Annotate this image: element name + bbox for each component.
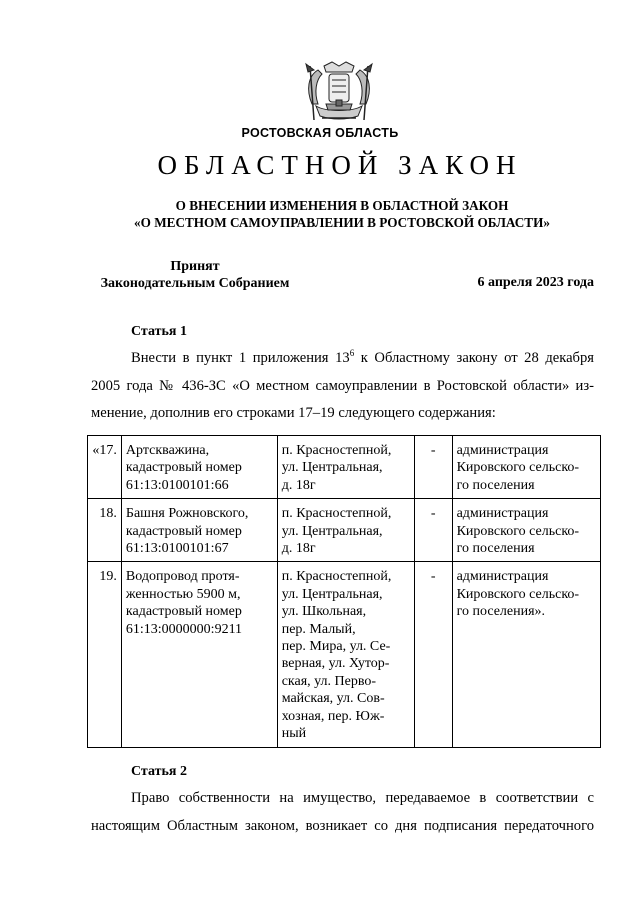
organization-cell: администрация Кировского сельско- го поселения». — [452, 562, 600, 747]
text-line: настоящим Областным законом, возникает со дня подписания передаточного — [91, 817, 594, 834]
dash-cell: - — [414, 436, 452, 499]
address-cell: п. Красностепной, ул. Центральная, д. 18г — [277, 436, 414, 499]
coat-of-arms-emblem — [296, 60, 382, 126]
row-number: 19. — [88, 562, 122, 747]
article-2-text — [91, 785, 594, 840]
object-cell: Артскважина, кадастровый номер 61:13:0100101:66 — [121, 436, 277, 499]
dash-cell: - — [414, 562, 452, 747]
law-title: ОБЛАСТНОЙ ЗАКОН — [157, 150, 523, 180]
property-table — [87, 435, 601, 748]
row-number: 18. — [88, 499, 122, 562]
adopted-date: 6 апреля 2023 года — [477, 275, 594, 290]
organization-cell: администрация Кировского сельско- го поселения — [452, 499, 600, 562]
text-line: Право собственности на имущество, передаваемое в соответствии с — [131, 790, 594, 806]
law-subtitle — [0, 197, 640, 231]
object-cell: Башня Рожновского, кадастровый номер 61:13:0100101:67 — [121, 499, 277, 562]
organization-cell: администрация Кировского сельско- го поселения — [452, 436, 600, 499]
region-name: РОСТОВСКАЯ ОБЛАСТЬ — [241, 126, 399, 140]
adopted-block — [92, 258, 298, 292]
adopted-by: Законодательным Собранием — [100, 276, 290, 291]
table-row — [88, 562, 601, 747]
adopted-label: Принят — [170, 259, 220, 274]
address-cell: п. Красностепной, ул. Центральная, д. 18г — [277, 499, 414, 562]
object-cell: Водопровод протя- женностью 5900 м, кадастровый номер 61:13:0000000:9211 — [121, 562, 277, 747]
article-1-heading: Статья 1 — [131, 324, 187, 339]
address-cell: п. Красностепной, ул. Центральная, ул. Школьная, пер. Малый, пер. Мира, ул. Се- верная, ул. Хутор- ская, ул. Перво- майская, ул. Сов- хозная, пер. Юж- ный — [277, 562, 414, 747]
dash-cell: - — [414, 499, 452, 562]
table-row — [88, 499, 601, 562]
article-1-text — [91, 345, 594, 428]
text-line: менение, дополнив его строками 17–19 следующего содержания: — [91, 405, 496, 421]
text-line: 2005 года № 436-ЗС «О местном самоуправлении в Ростовской области» из- — [91, 377, 594, 394]
subtitle-line: «О МЕСТНОМ САМОУПРАВЛЕНИИ В РОСТОВСКОЙ ОБЛАСТИ» — [134, 215, 550, 230]
table-row — [88, 436, 601, 499]
row-number: «17. — [88, 436, 122, 499]
text-line: Внести в пункт 1 приложения $13^6$ к Областному закону от 28 декабря — [131, 348, 594, 366]
article-2-heading: Статья 2 — [131, 764, 187, 779]
subtitle-line: О ВНЕСЕНИИ ИЗМЕНЕНИЯ В ОБЛАСТНОЙ ЗАКОН — [175, 198, 509, 213]
